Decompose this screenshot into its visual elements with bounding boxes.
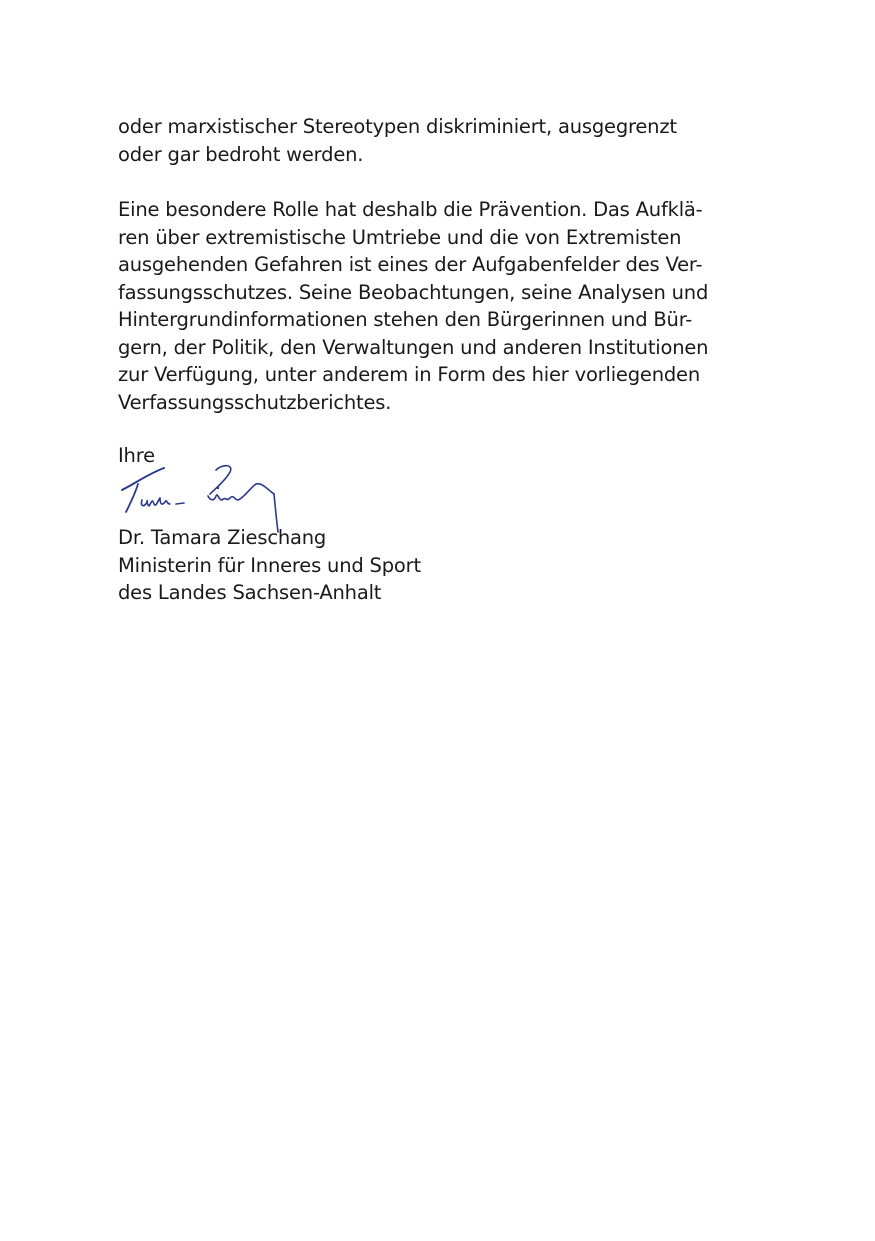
paragraph-prevention [118, 196, 758, 416]
text-line: Eine besondere Rolle hat deshalb die Prävention. Das Aufklä- [118, 198, 703, 221]
text-line: gern, der Politik, den Verwaltungen und anderen Institutionen [118, 335, 709, 359]
text-line: ausgehenden Gefahren ist eines der Aufgabenfelder des Ver- [118, 253, 703, 276]
signer-name: Dr. Tamara Zieschang [118, 526, 327, 549]
text-line: oder marxistischer Stereotypen diskriminiert, ausgegrenzt [118, 115, 677, 138]
text-line: oder gar bedroht werden. [118, 142, 364, 166]
closing-text: Ihre [118, 444, 155, 467]
text-line: Verfassungsschutzberichtes. [118, 390, 392, 414]
signer-state: des Landes Sachsen-Anhalt [118, 581, 382, 604]
text-line: ren über extremistische Umtriebe und die von Extremisten [118, 225, 682, 249]
text-line: Hintergrundinformationen stehen den Bürgerinnen und Bür- [118, 308, 693, 331]
paragraph-continuation [118, 113, 758, 168]
signer-title: Ministerin für Inneres und Sport [118, 553, 421, 577]
signer-block [118, 524, 758, 607]
text-line: fassungsschutzes. Seine Beobachtungen, seine Analysen und [118, 280, 709, 304]
text-line: zur Verfügung, unter anderem in Form des hier vorliegenden [118, 363, 700, 386]
